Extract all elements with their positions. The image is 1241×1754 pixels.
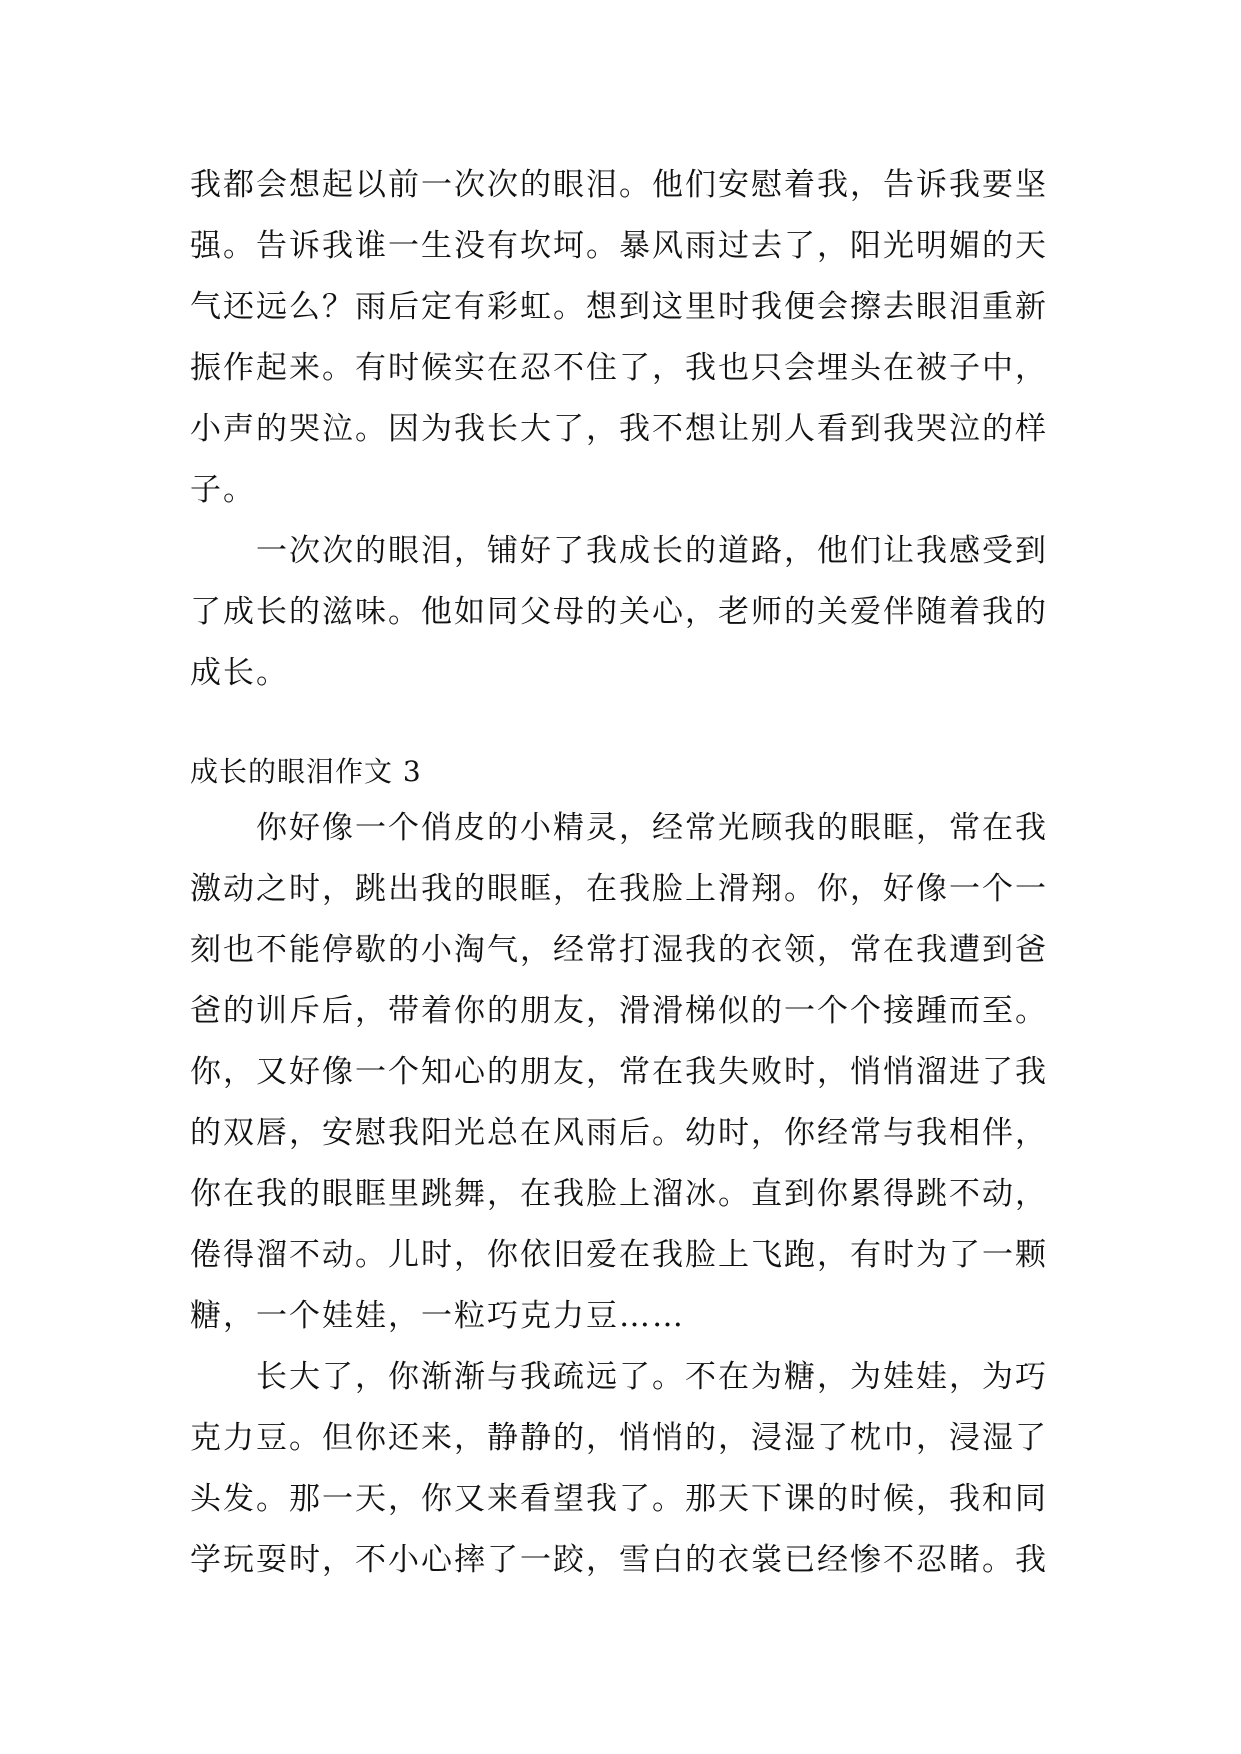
text-line: 振作起来。有时候实在忍不住了，我也只会埋头在被子中， xyxy=(190,350,1048,386)
text-line: 小声的哭泣。因为我长大了，我不想让别人看到我哭泣的样 xyxy=(190,411,1048,447)
text-line: 你在我的眼眶里跳舞，在我脸上溜冰。直到你累得跳不动， xyxy=(190,1176,1048,1212)
text-line: 成长。 xyxy=(190,655,289,691)
text-line: 头发。那一天，你又来看望我了。那天下课的时候，我和同 xyxy=(190,1481,1048,1517)
text-line: 糖，一个娃娃，一粒巧克力豆…… xyxy=(190,1298,685,1334)
text-line: 长大了，你渐渐与我疏远了。不在为糖，为娃娃，为巧 xyxy=(190,1359,1048,1395)
text-line: 我都会想起以前一次次的眼泪。他们安慰着我，告诉我要坚 xyxy=(190,167,1048,203)
text-line: 你好像一个俏皮的小精灵，经常光顾我的眼眶，常在我 xyxy=(190,810,1048,846)
text-line: 激动之时，跳出我的眼眶，在我脸上滑翔。你，好像一个一 xyxy=(190,871,1048,907)
text-line: 刻也不能停歇的小淘气，经常打湿我的衣领，常在我遭到爸 xyxy=(190,932,1048,968)
text-line: 气还远么？雨后定有彩虹。想到这里时我便会擦去眼泪重新 xyxy=(190,289,1048,325)
text-line: 克力豆。但你还来，静静的，悄悄的，浸湿了枕巾，浸湿了 xyxy=(190,1420,1048,1456)
text-line: 的双唇，安慰我阳光总在风雨后。幼时，你经常与我相伴， xyxy=(190,1115,1048,1151)
text-line: 强。告诉我谁一生没有坎坷。暴风雨过去了，阳光明媚的天 xyxy=(190,228,1048,264)
text-line: 一次次的眼泪，铺好了我成长的道路，他们让我感受到 xyxy=(190,533,1048,569)
text-line: 爸的训斥后，带着你的朋友，滑滑梯似的一个个接踵而至。 xyxy=(190,993,1048,1029)
text-line: 子。 xyxy=(190,472,256,508)
text-line: 学玩耍时，不小心摔了一跤，雪白的衣裳已经惨不忍睹。我 xyxy=(190,1542,1048,1578)
text-line: 你，又好像一个知心的朋友，常在我失败时，悄悄溜进了我 xyxy=(190,1054,1048,1090)
section-title: 成长的眼泪作文 3 xyxy=(190,755,422,788)
text-line: 了成长的滋味。他如同父母的关心，老师的关爱伴随着我的 xyxy=(190,594,1048,630)
text-line: 倦得溜不动。儿时，你依旧爱在我脸上飞跑，有时为了一颗 xyxy=(190,1237,1048,1273)
